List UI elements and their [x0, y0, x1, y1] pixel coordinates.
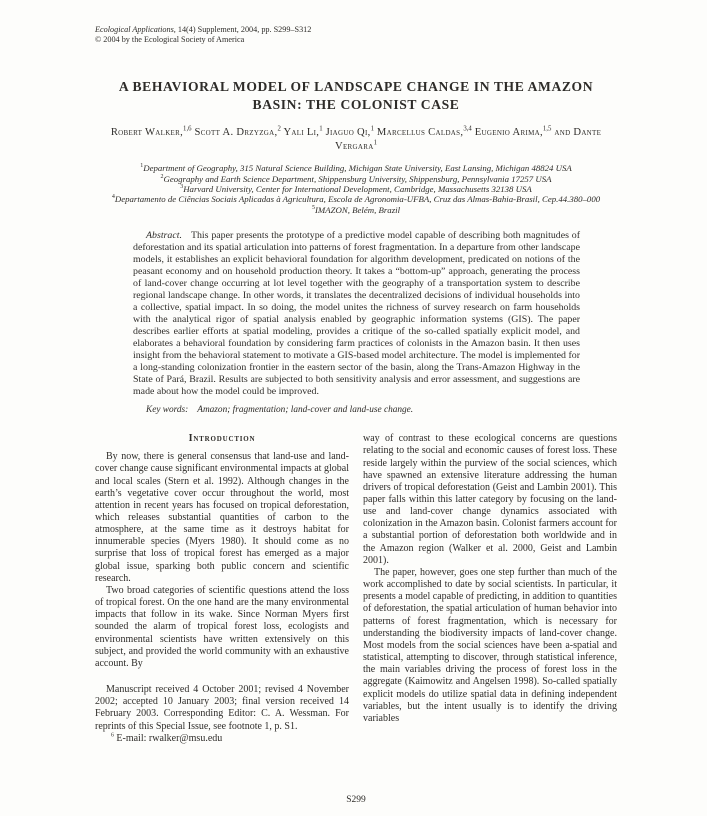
author: Robert Walker,$^{1,6}$	[110, 125, 192, 139]
affiliation: $^2$Geography and Earth Science Department, Shippensburg University, Shippensburg, Pennsylvania 17257 USA	[160, 173, 552, 184]
right-column	[363, 433, 617, 745]
affiliation: $^4$Departamento de Ciências Sociais Aplicadas à Agricultura, Escola de Agronomia-UFBA, Cruz das Almas-Bahia-Brasil, Cep.44.380–000	[111, 194, 601, 205]
affiliation: $^3$Harvard University, Center for International Development, Cambridge, Massachusetts 32138 USA	[180, 184, 532, 194]
author: Eugenio Arima,$^{1,5}$	[474, 125, 552, 139]
abstract-text: This paper presents the prototype of a predictive model capable of describing both magnitudes of deforestation and its spatial articulation into patterns of forest fragmentation. In a departure from other landscape models, it establishes an explicit behavioral foundation for algorithm development, predicated on notions of the peasant economy and on household production theory. It takes a “bottom-up” approach, generating the process of land-cover change occurring at lot level together with the geography of a transportation system to describe regional landscape change. In other words, it translates the decentralized decisions of individual households into a collective, spatial impact. In so doing, the model unites the richness of survey research on farm households with the analytical rigor of spatial analysis enabled by geographic information systems (GIS). The paper describes earlier efforts at spatial modeling, provides a critique of the so-called spatially explicit model, and elaborates a behavioral foundation by considering farm practices of colonists in the Amazon basin. It then uses insight from the behavioral statement to motivate a GIS-based model architecture. The model is implemented for a long-standing colonization frontier in the eastern sector of the basin, along the Trans-Amazon Highway in the State of Pará, Brazil. Results are subjected to both sensitivity analysis and error assessment, and suggestions are made about how the model could be improved.	[133, 230, 580, 398]
abstract-paragraph	[133, 230, 580, 398]
affiliation-list	[95, 163, 617, 215]
body-paragraph: By now, there is general consensus that land-use and land-cover change cause significant environmental impacts at global and local scales (Stern et al. 1992). Although changes in the earth’s vegetative cover occur throughout the world, most attention in recent years has focused on tropical deforestation, which releases substantial quantities of carbon to the atmosphere, at the same time as it destroys habitat for innumerable species (Myers 1980). It should come as no surprise that loss of tropical forest has emerged as a major global issue, sparking both public concern and scientific research.	[95, 451, 349, 584]
author: and Dante Vergara$^1$	[335, 127, 602, 152]
author: Jiaguo Qi,$^1$	[325, 125, 374, 139]
abstract	[133, 230, 580, 398]
body-paragraph: The paper, however, goes one step further than much of the work accomplished to date by social scientists. In particular, it presents a model capable of predicting, in addition to quantities of deforestation, the spatial articulation of human behavior into patterns of forest fragmentation, which is necessary for understanding the biodiversity impacts of land-cover change. Most models from the social sciences have been a-spatial and statistical, attempting to discover, through statistical inference, the main variables driving the process of forest loss in the aggregate (Kaimowitz and Angelsen 1998). So-called spatially explicit models do utilize spatial data in defining independent variables, but the intent usually is to identify the driving variables	[363, 566, 617, 724]
author: Yali Li,$^1$	[283, 125, 323, 139]
footnote-email: E-mail: rwalker@msu.edu	[116, 732, 223, 744]
keywords-line	[133, 405, 580, 416]
affiliation: $^1$Department of Geography, 315 Natural Science Building, Michigan State University, East Lansing, Michigan 48824 USA	[140, 163, 572, 174]
footnote-text: Manuscript received 4 October 2001; revised 4 November 2002; accepted 10 January 2003; final version received 14 February 2003. Corresponding Editor: C. A. Wessman. For reprints of this Special Issue, see footnote 1, p. S1.	[95, 684, 349, 732]
journal-issue-info: 14(4) Supplement, 2004, pp. S299–S312	[175, 25, 312, 34]
author: Marcellus Caldas,$^{3,4}$	[376, 125, 472, 139]
left-column	[95, 433, 349, 745]
copyright-line: © 2004 by the Ecological Society of America	[95, 34, 245, 44]
page-content	[95, 25, 617, 745]
journal-header	[95, 25, 617, 44]
journal-citation-line	[95, 25, 617, 35]
author: Scott A. Drzyzga,$^2$	[194, 125, 281, 139]
body-columns	[95, 433, 617, 745]
affiliation: $^5$IMAZON, Belém, Brazil	[311, 204, 401, 215]
journal-name: Ecological Applications,	[95, 25, 176, 34]
body-paragraph: way of contrast to these ecological concerns are questions relating to the social and economic causes of forest loss. These reside largely within the purview of the social sciences, which have spawned an extensive literature addressing the human drivers of tropical deforestation (Geist and Lambin 2001). This paper falls within this latter category by focusing on the land-use and land-cover change dynamics associated with colonization in the Amazon basin. Colonist farmers account for a substantial portion of deforestation both worldwide and in the Amazon region (Walker et al. 2000, Geist and Lambin 2001).	[363, 433, 617, 566]
introduction-heading: Introduction	[188, 433, 256, 445]
paper-title: A BEHAVIORAL MODEL OF LANDSCAPE CHANGE IN THE AMAZON BASIN: THE COLONIST CASE	[118, 79, 594, 112]
author-list	[95, 126, 617, 153]
body-paragraph: Two broad categories of scientific questions attend the loss of tropical forest. On the one hand are the many environmental impacts that follow in its wake. Since Norman Myers first sounded the alarm of tropical forest loss, ecologists and environmental scientists have written extensively on this subject, and provided the world community with an exhaustive account. By	[95, 584, 349, 669]
keywords-text: Amazon; fragmentation; land-cover and land-use change.	[197, 405, 414, 416]
footnote-block	[95, 684, 349, 745]
footnote-email-line: $^6$ E-mail: rwalker@msu.edu	[111, 732, 223, 744]
abstract-label: Abstract.	[146, 230, 182, 242]
keywords-label: Key words:	[146, 405, 189, 416]
page-number: S299	[346, 795, 366, 805]
